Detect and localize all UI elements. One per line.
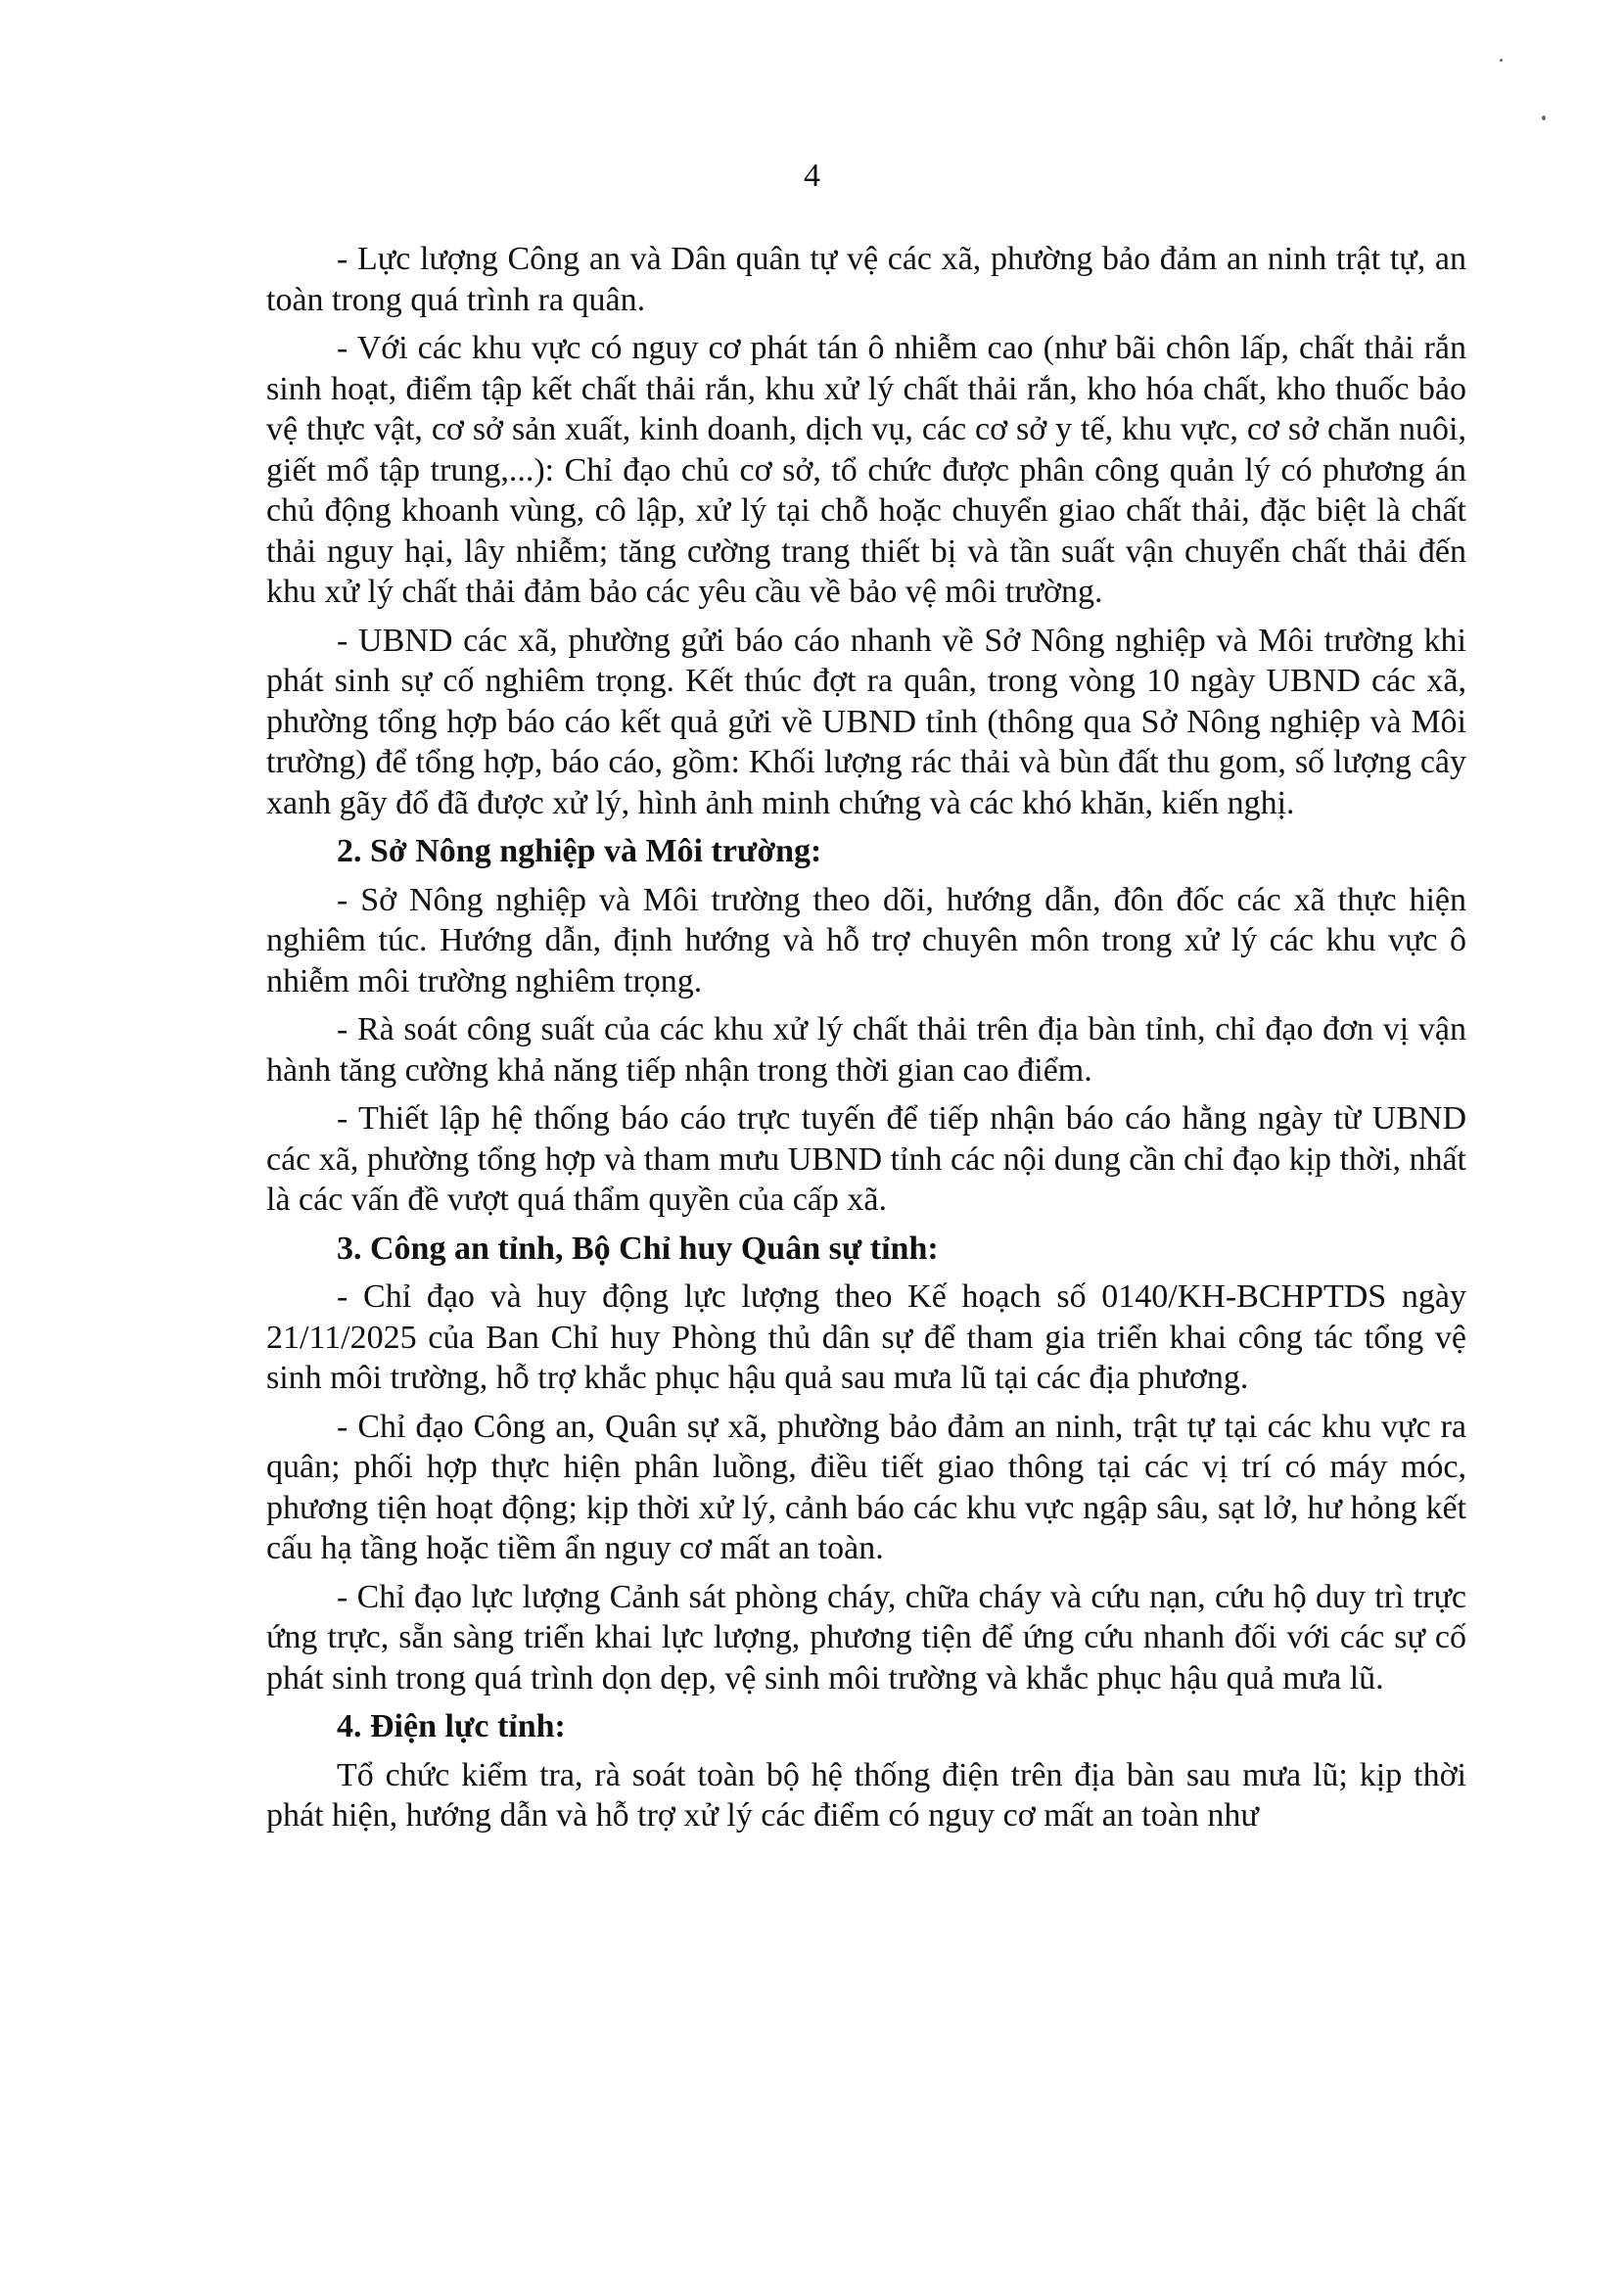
section-heading-police-military: 3. Công an tỉnh, Bộ Chỉ huy Quân sự tỉnh: (337, 1230, 939, 1267)
paragraph-reporting: - UBND các xã, phường gửi báo cáo nhanh về Sở Nông nghiệp và Môi trường khi phát sinh sự cố nghiêm trọng. Kết thúc đợt ra quân, trong vòng 10 ngày UBND các xã, phường tổng hợp báo cáo kết quả gửi về UBND tỉnh (thông qua Sở Nông nghiệp và Môi trường) để tổng hợp, báo cáo, gồm: Khối lượng rác thải và bùn đất thu gom, số lượng cây xanh gãy đổ đã được xử lý, hình ảnh minh chứng và các khó khăn, kiến nghị. (266, 622, 1466, 821)
section-heading-agriculture-environment: 2. Sở Nông nghiệp và Môi trường: (337, 833, 822, 869)
paragraph-fire-rescue: - Chỉ đạo lực lượng Cảnh sát phòng cháy, chữa cháy và cứu nạn, cứu hộ duy trì trực ứng trực, sẵn sàng triển khai lực lượng, phương tiện để ứng cứu nhanh đối với các sự cố phát sinh trong quá trình dọn dẹp, vệ sinh môi trường và khắc phục hậu quả mưa lũ. (266, 1578, 1466, 1696)
paragraph-capacity-review: - Rà soát công suất của các khu xử lý chất thải trên địa bàn tỉnh, chỉ đạo đơn vị vận hành tăng cường khả năng tiếp nhận trong thời gian cao điểm. (266, 1011, 1466, 1089)
scan-speck (1542, 116, 1546, 120)
paragraph-mobilize-forces: - Chỉ đạo và huy động lực lượng theo Kế hoạch số 0140/KH-BCHPTDS ngày 21/11/2025 của Ban Chỉ huy Phòng thủ dân sự để tham gia triển khai công tác tổng vệ sinh môi trường, hỗ trợ khắc phục hậu quả sau mưa lũ tại các địa phương. (266, 1278, 1466, 1396)
paragraph-electric-inspection: Tổ chức kiểm tra, rà soát toàn bộ hệ thống điện trên địa bàn sau mưa lũ; kịp thời phát hiện, hướng dẫn và hỗ trợ xử lý các điểm có nguy cơ mất an toàn như (266, 1756, 1466, 1834)
paragraph-high-pollution-areas: - Với các khu vực có nguy cơ phát tán ô nhiễm cao (như bãi chôn lấp, chất thải rắn sinh hoạt, điểm tập kết chất thải rắn, khu xử lý chất thải rắn, kho hóa chất, kho thuốc bảo vệ thực vật, cơ sở sản xuất, kinh doanh, dịch vụ, các cơ sở y tế, khu vực, cơ sở chăn nuôi, giết mổ tập trung,...): Chỉ đạo chủ cơ sở, tổ chức được phân công quản lý có phương án chủ động khoanh vùng, cô lập, xử lý tại chỗ hoặc chuyển giao chất thải, đặc biệt là chất thải nguy hại, lây nhiễm; tăng cường trang thiết bị và tần suất vận chuyển chất thải đến khu xử lý chất thải đảm bảo các yêu cầu về bảo vệ môi trường. (266, 330, 1466, 610)
paragraph-monitor-guidance: - Sở Nông nghiệp và Môi trường theo dõi, hướng dẫn, đôn đốc các xã thực hiện nghiêm túc. Hướng dẫn, định hướng và hỗ trợ chuyên môn trong xử lý các khu vực ô nhiễm môi trường nghiêm trọng. (266, 881, 1466, 999)
page-number: 4 (804, 158, 820, 194)
paragraph-online-reporting: - Thiết lập hệ thống báo cáo trực tuyến để tiếp nhận báo cáo hằng ngày từ UBND các xã, phường tổng hợp và tham mưu UBND tỉnh các nội dung cần chỉ đạo kịp thời, nhất là các vấn đề vượt quá thẩm quyền của cấp xã. (266, 1100, 1466, 1218)
paragraph-security-traffic: - Chỉ đạo Công an, Quân sự xã, phường bảo đảm an ninh, trật tự tại các khu vực ra quân; phối hợp thực hiện phân luồng, điều tiết giao thông tại các vị trí có máy móc, phương tiện hoạt động; kịp thời xử lý, cảnh báo các khu vực ngập sâu, sạt lở, hư hỏng kết cấu hạ tầng hoặc tiềm ẩn nguy cơ mất an toàn. (266, 1408, 1466, 1566)
document-body (266, 239, 1466, 1844)
section-heading-electricity: 4. Điện lực tỉnh: (337, 1708, 566, 1744)
paragraph-security-forces: - Lực lượng Công an và Dân quân tự vệ các xã, phường bảo đảm an ninh trật tự, an toàn trong quá trình ra quân. (266, 241, 1466, 318)
scan-speck (1500, 59, 1503, 62)
